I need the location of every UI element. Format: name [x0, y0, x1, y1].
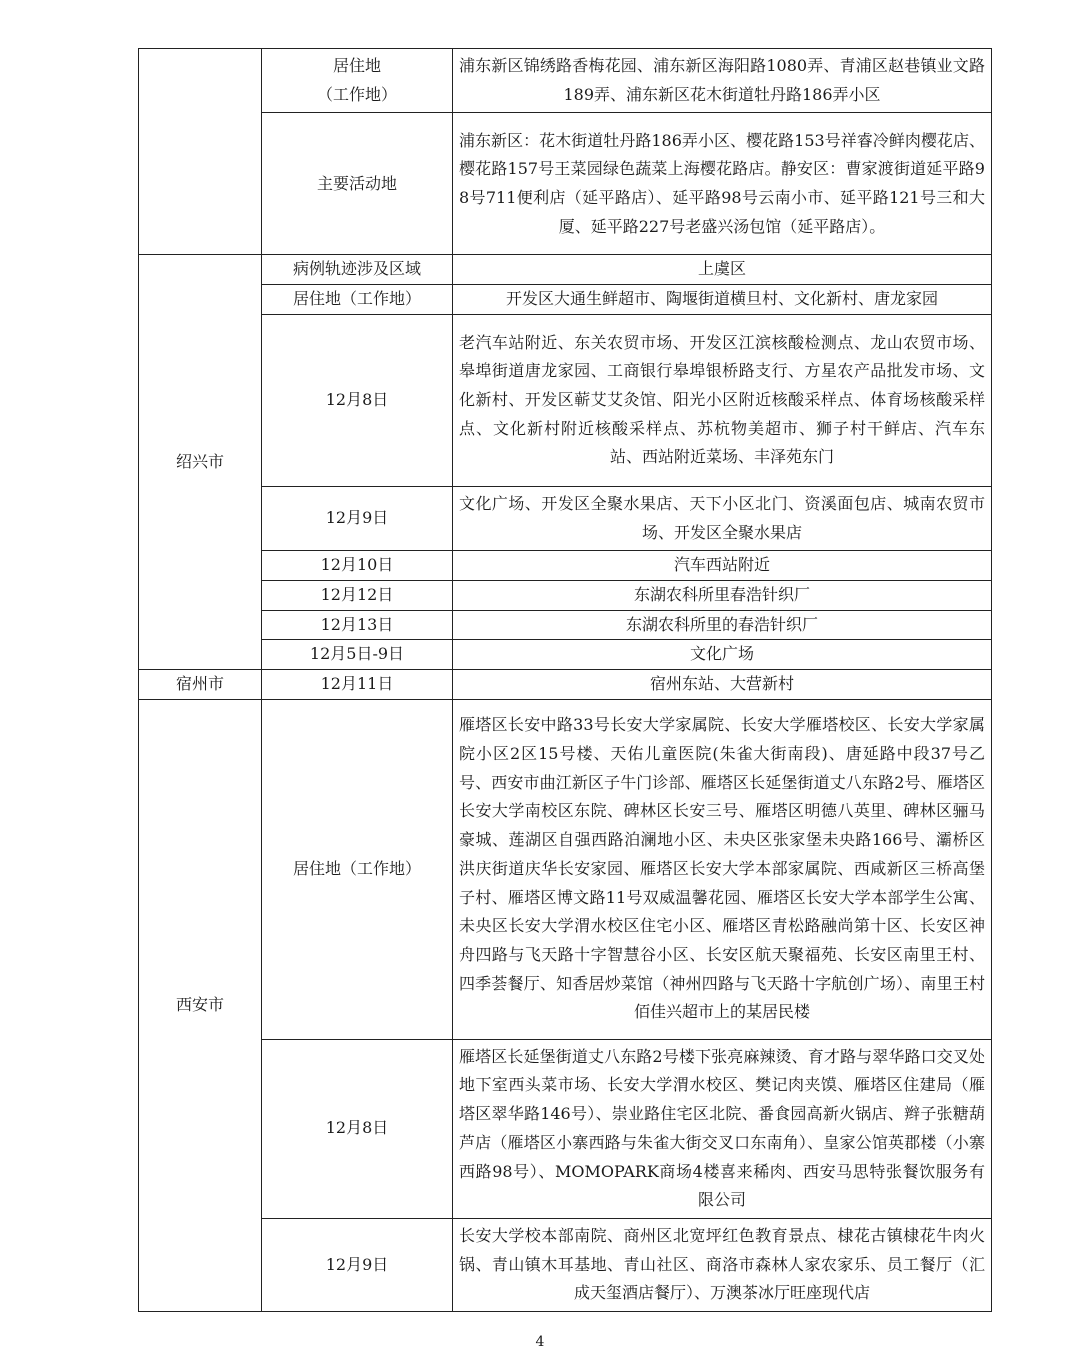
- row-content: 浦东新区锦绣路香梅花园、浦东新区海阳路1080弄、青浦区赵巷镇业文路189弄、浦东新区花木街道牡丹路186弄小区: [453, 49, 992, 113]
- row-label: [262, 49, 453, 113]
- table-row: [139, 314, 992, 486]
- row-content: 老汽车站附近、东关农贸市场、开发区江滨核酸检测点、龙山农贸市场、皋埠街道唐龙家园、工商银行皋埠银桥路支行、方星农产品批发市场、文化新村、开发区蕲艾艾灸馆、阳光小区附近核酸采样点、体育场核酸采样点、文化新村附近核酸采样点、苏杭物美超市、狮子村干鲜店、汽车东站、西站附近菜场、丰泽苑东门: [453, 314, 992, 486]
- city-cell: 绍兴市: [139, 255, 262, 670]
- table-row: [139, 580, 992, 610]
- row-label: 居住地（工作地）: [262, 285, 453, 315]
- table-row: [139, 699, 992, 1039]
- row-label: 12月9日: [262, 486, 453, 550]
- table-row: [139, 285, 992, 315]
- table-row: [139, 670, 992, 700]
- row-content: 雁塔区长延堡街道丈八东路2号楼下张亮麻辣烫、育才路与翠华路口交叉处地下室西头菜市场、长安大学渭水校区、樊记肉夹馍、雁塔区住建局（雁塔区翠华路146号）、崇业路住宅区北院、番食园高新火锅店、辫子张糖葫芦店（雁塔区小寨西路与朱雀大街交叉口东南角）、皇家公馆英郡楼（小寨西路98号）、MOMOPARK商场4楼喜来稀肉、西安马思特张餐饮服务有限公司: [453, 1039, 992, 1218]
- city-cell: 西安市: [139, 699, 262, 1311]
- row-content: 长安大学校本部南院、商州区北宽坪红色教育景点、棣花古镇棣花牛肉火锅、青山镇木耳基地、青山社区、商洛市森林人家农家乐、员工餐厅（汇成天玺酒店餐厅）、万澳茶冰厅旺座现代店: [453, 1218, 992, 1311]
- row-label: 12月11日: [262, 670, 453, 700]
- row-label: 病例轨迹涉及区域: [262, 255, 453, 285]
- table-row: [139, 255, 992, 285]
- table-row: [139, 1218, 992, 1311]
- row-label: 12月13日: [262, 610, 453, 640]
- table-row: [139, 113, 992, 255]
- table-row: [139, 49, 992, 113]
- row-content: 东湖农科所里春浩针织厂: [453, 580, 992, 610]
- row-content: 上虞区: [453, 255, 992, 285]
- row-content: 东湖农科所里的春浩针织厂: [453, 610, 992, 640]
- row-label: 居住地（工作地）: [262, 699, 453, 1039]
- row-label: 12月8日: [262, 314, 453, 486]
- table-row: [139, 486, 992, 550]
- row-content: 开发区大通生鲜超市、陶堰街道横旦村、文化新村、唐龙家园: [453, 285, 992, 315]
- table-row: [139, 1039, 992, 1218]
- row-content: 文化广场、开发区全聚水果店、天下小区北门、资溪面包店、城南农贸市场、开发区全聚水果店: [453, 486, 992, 550]
- row-content: 汽车西站附近: [453, 551, 992, 581]
- city-cell: [139, 49, 262, 255]
- row-content: 雁塔区长安中路33号长安大学家属院、长安大学雁塔校区、长安大学家属院小区2区15号楼、天佑儿童医院(朱雀大街南段)、唐延路中段37号乙号、西安市曲江新区子牛门诊部、雁塔区长延堡街道丈八东路2号、雁塔区长安大学南校区东院、碑林区长安三号、雁塔区明德八英里、碑林区骊马豪城、莲湖区自强西路泊澜地小区、未央区张家堡未央路166号、灞桥区洪庆街道庆华长安家园、雁塔区长安大学本部家属院、西咸新区三桥高堡子村、雁塔区博文路11号双威温馨花园、雁塔区长安大学本部学生公寓、未央区长安大学渭水校区住宅小区、雁塔区青松路融尚第十区、长安区神舟四路与飞天路十字智慧谷小区、长安区航天聚福苑、长安区南里王村、四季荟餐厅、知香居炒菜馆（神州四路与飞天路十字航创广场）、南里王村佰佳兴超市上的某居民楼: [453, 699, 992, 1039]
- row-label-text: 居住地 （工作地）: [316, 56, 397, 104]
- row-label: 12月8日: [262, 1039, 453, 1218]
- city-cell: 宿州市: [139, 670, 262, 700]
- row-label: 12月10日: [262, 551, 453, 581]
- row-label: 12月5日-9日: [262, 640, 453, 670]
- table-row: [139, 610, 992, 640]
- row-content: 浦东新区：花木街道牡丹路186弄小区、樱花路153号祥睿冷鲜肉樱花店、樱花路157号王菜园绿色蔬菜上海樱花路店。静安区：曹家渡街道延平路98号711便利店（延平路店）、延平路98号云南小市、延平路121号三和大厦、延平路227号老盛兴汤包馆（延平路店）。: [453, 113, 992, 255]
- row-content: 宿州东站、大营新村: [453, 670, 992, 700]
- row-content: 文化广场: [453, 640, 992, 670]
- table-row: [139, 551, 992, 581]
- row-label: 12月9日: [262, 1218, 453, 1311]
- table-row: [139, 640, 992, 670]
- page-number: 4: [535, 1334, 545, 1350]
- trajectory-table: [138, 48, 992, 1312]
- row-label: 12月12日: [262, 580, 453, 610]
- row-label: 主要活动地: [262, 113, 453, 255]
